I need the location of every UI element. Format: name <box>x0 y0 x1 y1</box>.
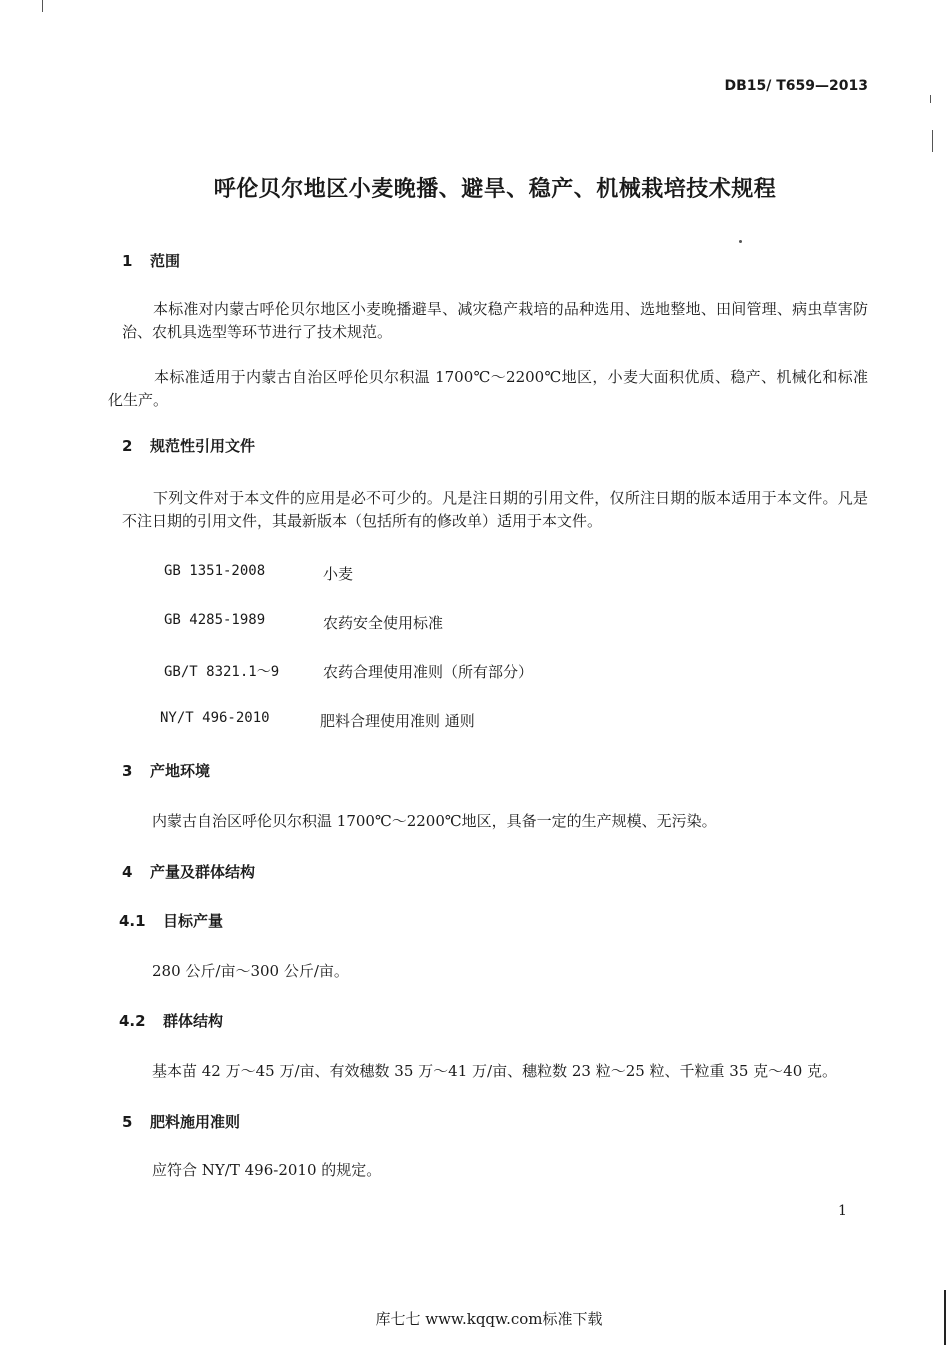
section-number: 5 <box>122 1113 133 1131</box>
reference-code: GB 1351-2008 <box>164 563 266 579</box>
section-title: 产地环境 <box>150 762 211 780</box>
section-4-heading <box>122 861 255 882</box>
reference-name: 农药安全使用标准 <box>323 614 444 632</box>
paragraph: 下列文件对于本文件的应用是必不可少的。凡是注日期的引用文件，仅所注日期的版本适用于本文件。凡是不注日期的引用文件，其最新版本（包括所有的修改单）适用于本文件。 <box>122 489 868 530</box>
paragraph: 本标准适用于内蒙古自治区呼伦贝尔积温 1700℃～2200℃地区，小麦大面积优质、稳产、机械化和标准化生产。 <box>108 368 868 409</box>
scan-mark <box>42 0 43 12</box>
scan-dot <box>739 240 742 243</box>
scan-mark <box>930 95 931 103</box>
section-5-heading <box>122 1111 240 1132</box>
document-title: 呼伦贝尔地区小麦晚播、避旱、稳产、机械栽培技术规程 <box>213 177 777 202</box>
paragraph: 基本苗 42 万～45 万/亩、有效穗数 35 万～41 万/亩、穗粒数 23 粒～25 粒、千粒重 35 克～40 克。 <box>152 1062 838 1080</box>
section-number: 4.1 <box>119 912 146 930</box>
section-number: 4.2 <box>119 1012 146 1030</box>
document-number: DB15/ T659—2013 <box>724 78 868 94</box>
section-3-heading <box>122 760 210 781</box>
reference-code: GB 4285-1989 <box>164 612 266 628</box>
subsection-4-2-heading <box>119 1010 223 1031</box>
page-number: 1 <box>838 1203 847 1219</box>
subsection-4-1-heading <box>119 910 223 931</box>
section-1-heading <box>122 250 180 271</box>
reference-name: 肥料合理使用准则 通则 <box>320 712 475 730</box>
section-number: 2 <box>122 437 133 455</box>
scan-mark <box>932 130 933 152</box>
section-title: 范围 <box>150 252 181 270</box>
section-number: 1 <box>122 252 133 270</box>
reference-code: NY/T 496-2010 <box>160 710 270 726</box>
paragraph: 280 公斤/亩～300 公斤/亩。 <box>152 962 349 980</box>
section-number: 4 <box>122 863 133 881</box>
section-title: 目标产量 <box>163 912 224 930</box>
footer-watermark: 库七七 www.kqqw.com标准下载 <box>375 1310 603 1328</box>
scan-edge-mark <box>944 1290 946 1345</box>
reference-name: 农药合理使用准则（所有部分） <box>323 663 534 681</box>
section-title: 产量及群体结构 <box>150 863 256 881</box>
section-title: 肥料施用准则 <box>150 1113 241 1131</box>
reference-code: GB/T 8321.1～9 <box>164 664 280 680</box>
section-number: 3 <box>122 762 133 780</box>
section-title: 群体结构 <box>163 1012 224 1030</box>
section-2-heading <box>122 435 255 456</box>
paragraph: 应符合 NY/T 496-2010 的规定。 <box>152 1161 382 1179</box>
section-title: 规范性引用文件 <box>150 437 256 455</box>
paragraph: 本标准对内蒙古呼伦贝尔地区小麦晚播避旱、减灾稳产栽培的品种选用、选地整地、田间管理、病虫草害防治、农机具选型等环节进行了技术规范。 <box>122 300 868 341</box>
reference-name: 小麦 <box>323 565 354 583</box>
paragraph: 内蒙古自治区呼伦贝尔积温 1700℃～2200℃地区，具备一定的生产规模、无污染。 <box>152 812 717 830</box>
